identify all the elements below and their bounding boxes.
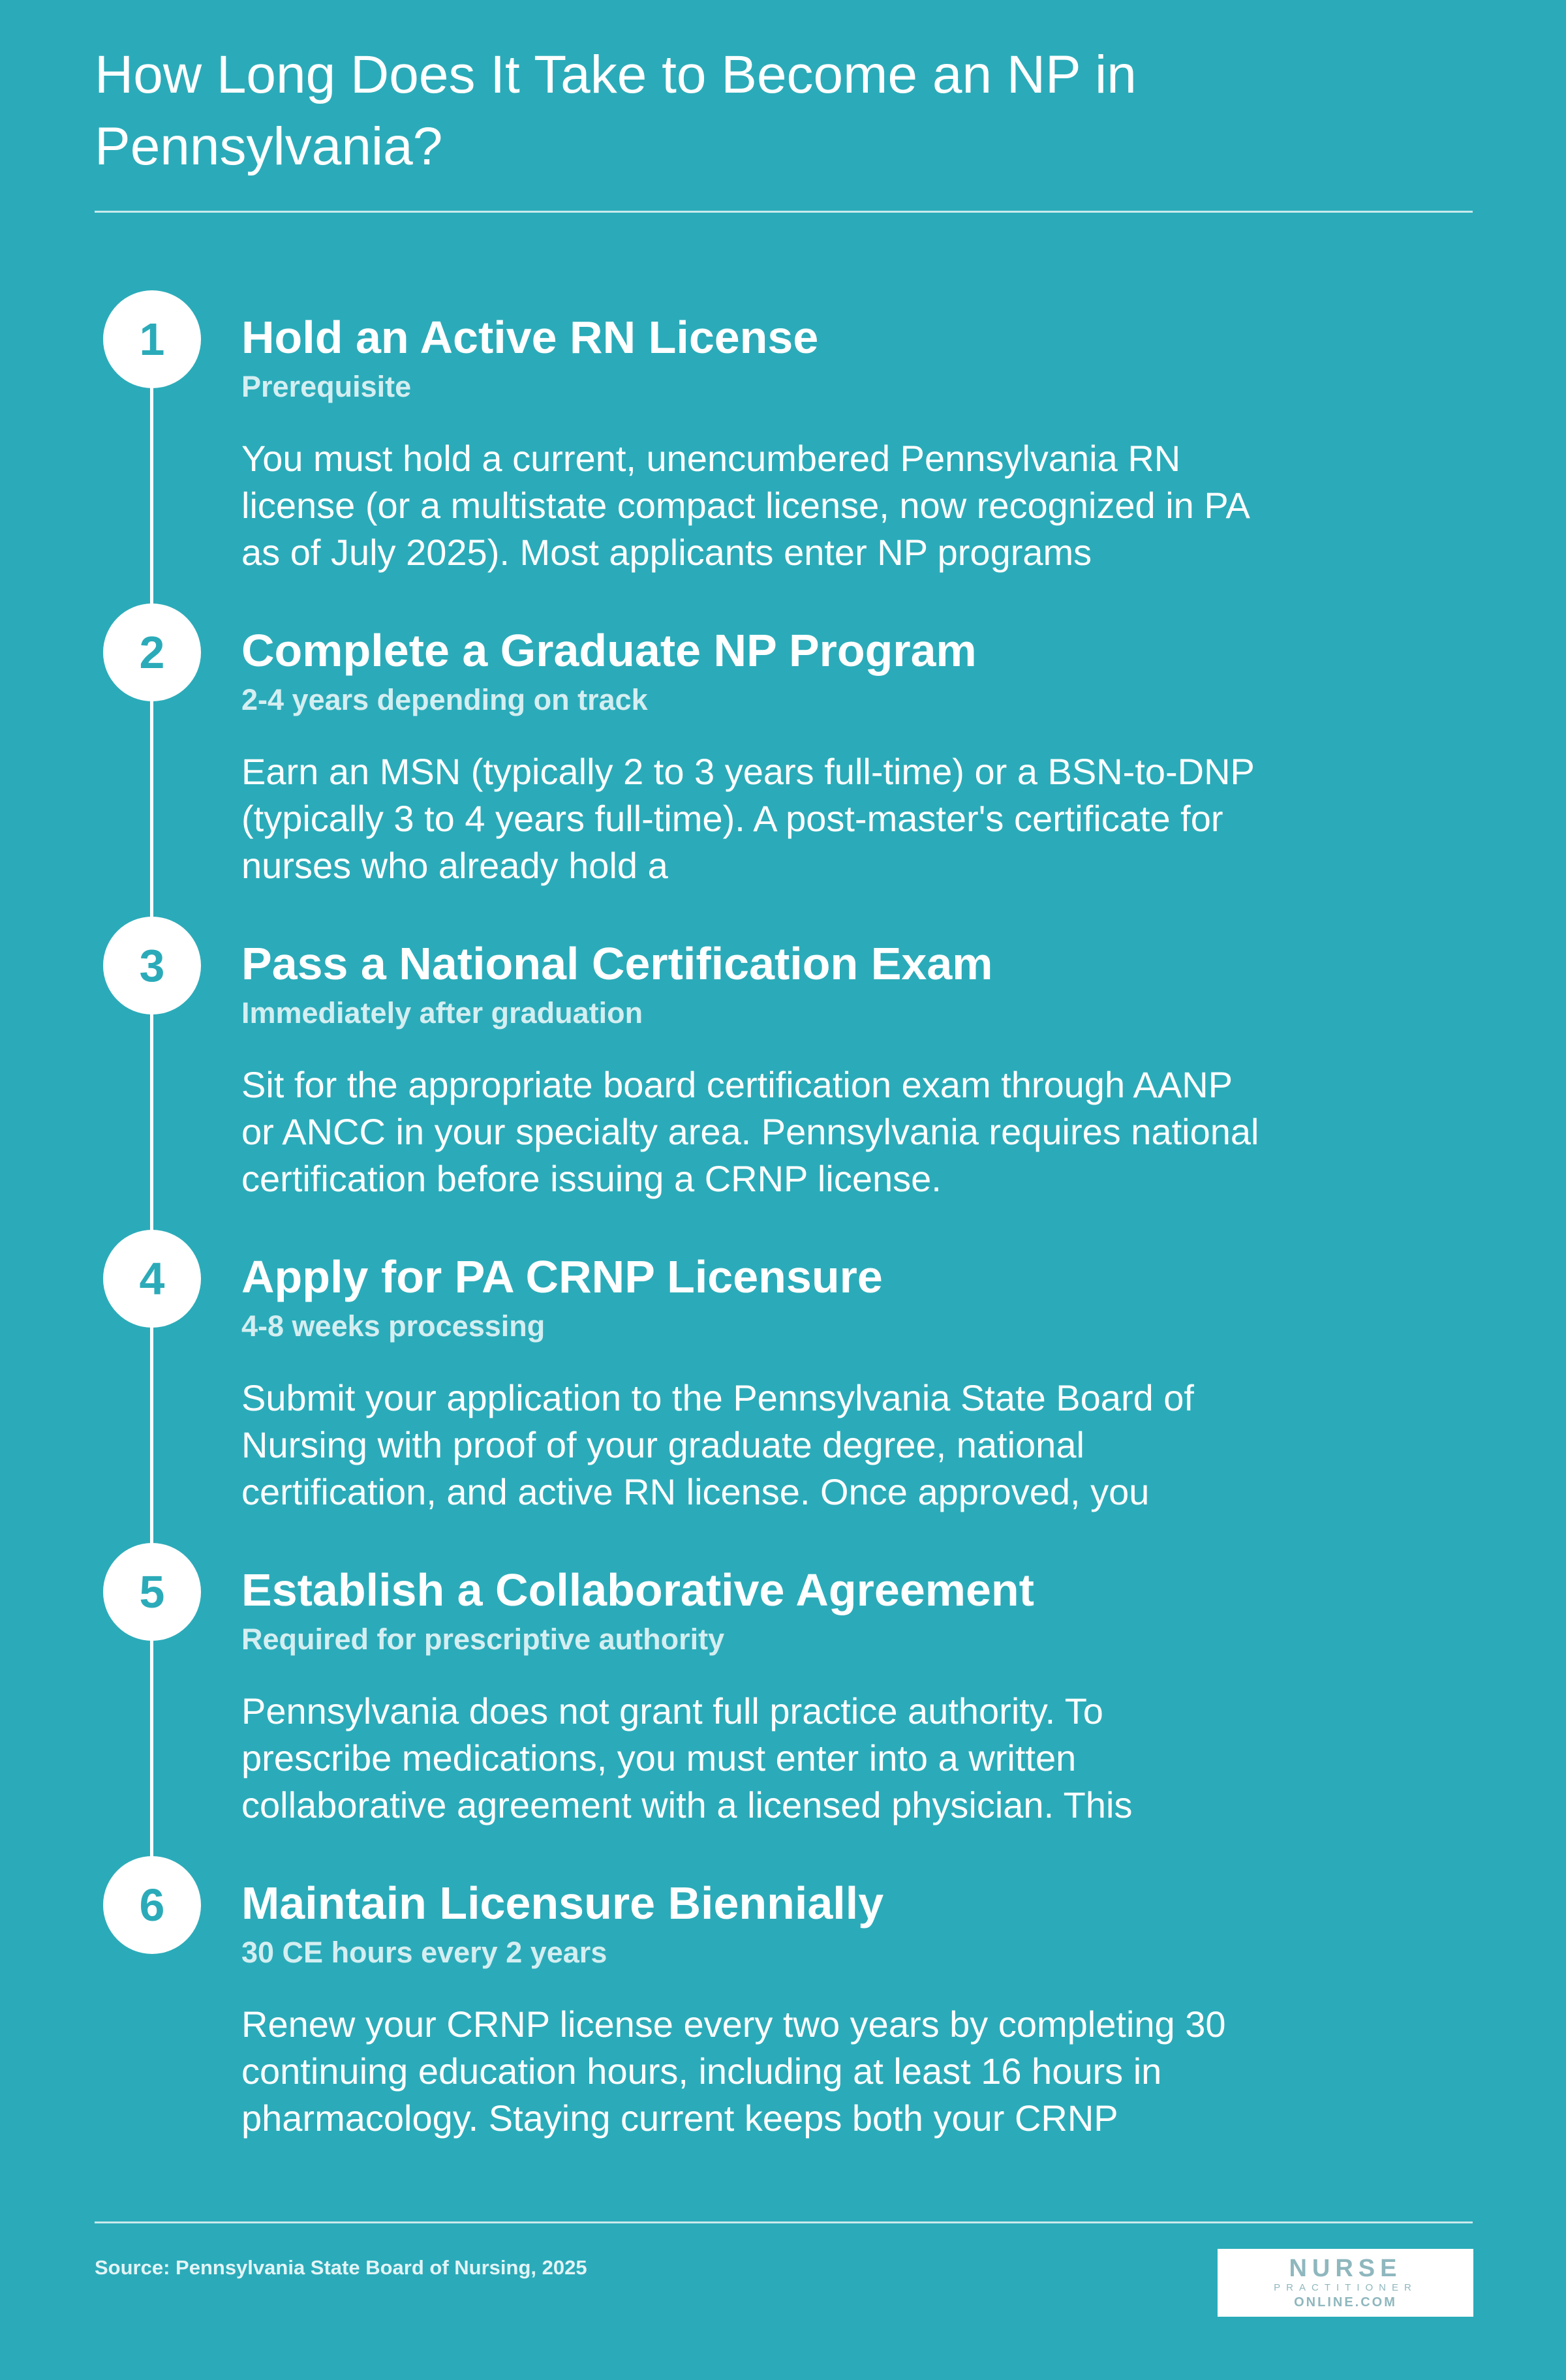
source-citation: Source: Pennsylvania State Board of Nursing, 2025 [95,2256,587,2279]
step-6 [0,1856,1566,2137]
step-title: Pass a National Certification Exam [241,938,993,989]
logo-domain: ONLINE.COM [1294,2295,1397,2310]
step-title: Complete a Graduate NP Program [241,625,977,676]
step-1 [0,290,1566,571]
step-number-badge: 4 [103,1230,201,1328]
page-title: How Long Does It Take to Become an NP in Pennsylvania? [95,45,1137,176]
step-description: You must hold a current, unencumbered Pennsylvania RN license (or a multistate compact license, now recognized in PA as of July 2025). Most applicants enter NP programs [241,438,1248,573]
step-title: Maintain Licensure Biennially [241,1878,884,1929]
step-3 [0,917,1566,1197]
step-description: Earn an MSN (typically 2 to 3 years full-time) or a BSN-to-DNP (typically 3 to 4 years full-time). A post-master's certificate for nurses who already hold a [241,751,1254,886]
step-title: Apply for PA CRNP Licensure [241,1251,883,1302]
step-title: Hold an Active RN License [241,312,819,363]
step-duration: 2-4 years depending on track [241,683,648,716]
step-description: Sit for the appropriate board certification exam through AANP or ANCC in your specialty area. Pennsylvania requires national certification before issuing a CRNP license. [241,1064,1259,1199]
step-2 [0,603,1566,884]
bottom-divider [95,2221,1473,2223]
step-5 [0,1543,1566,1823]
nurse-practitioner-online-logo[interactable] [1218,2249,1473,2317]
step-duration: Required for prescriptive authority [241,1623,725,1656]
step-duration: Prerequisite [241,370,412,403]
step-4 [0,1230,1566,1510]
step-number-badge: 1 [103,290,201,388]
top-divider [95,211,1473,213]
step-title: Establish a Collaborative Agreement [241,1564,1034,1615]
step-number-badge: 6 [103,1856,201,1954]
logo-wordmark: NURSE [1289,2255,1402,2282]
step-description: Renew your CRNP license every two years by completing 30 continuing education hours, including at least 16 hours in pharmacology. Staying current keeps both your CRNP [241,2004,1226,2139]
step-number-badge: 5 [103,1543,201,1641]
step-duration: 4-8 weeks processing [241,1309,545,1343]
logo-subtitle: PRACTITIONER [1274,2282,1417,2293]
step-number-badge: 3 [103,917,201,1015]
step-description: Submit your application to the Pennsylvania State Board of Nursing with proof of your graduate degree, national certification, and active RN license. Once approved, you [241,1377,1194,1512]
step-number-badge: 2 [103,603,201,701]
step-description: Pennsylvania does not grant full practice authority. To prescribe medications, you must enter into a written collaborative agreement with a licensed physician. This [241,1690,1133,1825]
step-duration: 30 CE hours every 2 years [241,1936,607,1969]
step-duration: Immediately after graduation [241,996,643,1030]
